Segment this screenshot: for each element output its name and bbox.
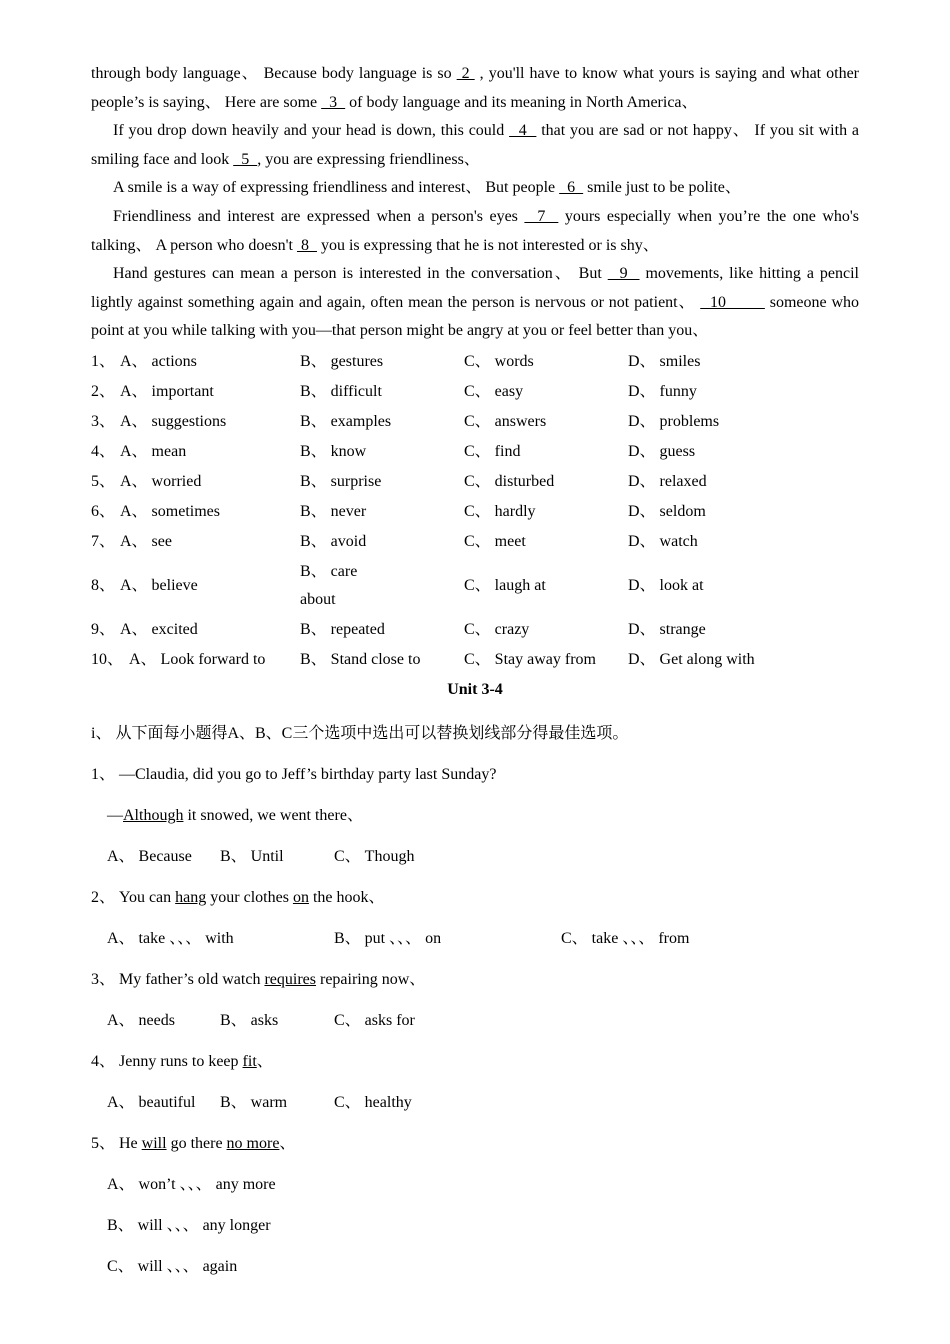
question-2-options bbox=[91, 918, 859, 959]
underlined-word: Although bbox=[123, 806, 184, 824]
text: A smile is a way of expressing friendliness and interest、 But people bbox=[113, 179, 560, 197]
option-b-line-1: B、 care bbox=[300, 562, 358, 580]
option-row bbox=[91, 467, 758, 497]
text: of body language and its meaning in North America、 bbox=[345, 93, 698, 111]
option-c: C、 laugh at bbox=[464, 576, 546, 594]
option-c: C、 find bbox=[464, 442, 521, 460]
text: through body language、 Because body language is so bbox=[91, 65, 457, 82]
question-number: 8、 bbox=[91, 576, 116, 594]
option-a: A、 Because bbox=[107, 847, 192, 865]
option-b: B、 put 、、、 on bbox=[334, 929, 442, 947]
text: the hook、 bbox=[308, 888, 385, 906]
text: If you drop down heavily and your head is down, this could bbox=[113, 122, 510, 140]
option-row bbox=[91, 557, 758, 615]
blank-3: 3 bbox=[321, 93, 346, 111]
option-b: B、 repeated bbox=[300, 620, 385, 638]
option-row bbox=[91, 645, 758, 675]
option-d: D、 watch bbox=[628, 532, 698, 550]
question-5-option-a: A、 won’t 、、、 any more bbox=[107, 1175, 276, 1193]
option-a: A、 mean bbox=[120, 442, 187, 460]
blank-2: 2 bbox=[456, 65, 475, 82]
option-d: D、 seldom bbox=[628, 502, 706, 520]
underlined-word: will bbox=[141, 1134, 167, 1152]
text: Hand gestures can mean a person is interested in the conversation、 But bbox=[113, 265, 608, 283]
text: yours especially when you’re the one who's talking、 A person who doesn't bbox=[91, 207, 860, 254]
question-number: 6、 bbox=[91, 502, 116, 520]
text: 4、 Jenny runs to keep bbox=[91, 1052, 243, 1070]
option-a: A、 see bbox=[120, 532, 172, 550]
question-4-options bbox=[91, 1082, 859, 1123]
option-row bbox=[91, 615, 758, 645]
dash: — bbox=[107, 806, 123, 824]
text: 、 bbox=[256, 1052, 273, 1070]
question-4 bbox=[91, 1041, 859, 1082]
option-b: B、 examples bbox=[300, 412, 392, 430]
option-a: A、 excited bbox=[120, 620, 198, 638]
question-5-option-c: C、 will 、、、 again bbox=[107, 1257, 238, 1275]
passage-paragraph-3 bbox=[91, 174, 859, 203]
option-c: C、 crazy bbox=[464, 620, 530, 638]
text: , you are expressing friendliness、 bbox=[257, 150, 480, 168]
blank-6: 6 bbox=[559, 179, 584, 197]
option-b: B、 surprise bbox=[300, 472, 382, 490]
blank-10: 10 bbox=[700, 293, 765, 311]
option-c: C、 answers bbox=[464, 412, 547, 430]
option-row bbox=[91, 437, 758, 467]
option-a: A、 needs bbox=[107, 1011, 175, 1029]
option-a: A、 worried bbox=[120, 472, 202, 490]
option-c: C、 hardly bbox=[464, 502, 536, 520]
option-c: C、 asks for bbox=[334, 1011, 415, 1029]
option-row bbox=[91, 497, 758, 527]
option-a: A、 important bbox=[120, 382, 214, 400]
option-b: B、 asks bbox=[220, 1011, 279, 1029]
option-a: A、 take 、、、 with bbox=[107, 929, 234, 947]
text: movements, like hitting a pencil lightly against something again and again, often mean the person is nervous or not patient、 bbox=[91, 265, 859, 311]
option-row bbox=[91, 527, 758, 557]
option-c: C、 words bbox=[464, 352, 534, 370]
option-b: B、 Until bbox=[220, 847, 284, 865]
option-b: B、 warm bbox=[220, 1093, 288, 1111]
blank-9: 9 bbox=[607, 265, 640, 283]
question-1-options bbox=[91, 836, 859, 877]
option-c: C、 healthy bbox=[334, 1093, 412, 1111]
blank-7: 7 bbox=[524, 207, 559, 225]
options-table bbox=[91, 347, 758, 645]
option-d: D、 look at bbox=[628, 576, 704, 594]
option-c: C、 easy bbox=[464, 382, 524, 400]
text: repairing now、 bbox=[315, 970, 426, 988]
option-d: D、 relaxed bbox=[628, 472, 707, 490]
option-d: D、 Get along with bbox=[628, 650, 755, 668]
question-number: 2、 bbox=[91, 382, 116, 400]
text: 2、 You can bbox=[91, 888, 176, 906]
text: your clothes bbox=[206, 888, 293, 906]
underlined-word: no more bbox=[226, 1134, 280, 1152]
option-b bbox=[300, 557, 464, 615]
text: , you'll have to know what yours is saying and what other people’s is saying、 Here are some bbox=[91, 65, 860, 111]
question-number: 3、 bbox=[91, 412, 116, 430]
unit-title: Unit 3-4 bbox=[447, 680, 503, 698]
section-instruction: i、 从下面每小题得A、B、C三个选项中选出可以替换划线部分得最佳选项。 bbox=[91, 724, 629, 742]
option-b: B、 Stand close to bbox=[300, 650, 421, 668]
question-2 bbox=[91, 877, 859, 918]
question-number: 9、 bbox=[91, 620, 116, 638]
text: you is expressing that he is not interested or is shy、 bbox=[316, 236, 659, 254]
text: that you are sad or not happy、 If you sit with a smiling face and look bbox=[91, 122, 860, 168]
option-d: D、 problems bbox=[628, 412, 720, 430]
question-3 bbox=[91, 959, 859, 1000]
question-5 bbox=[91, 1123, 859, 1164]
options-table-row-10 bbox=[91, 645, 758, 675]
question-3-options bbox=[91, 1000, 859, 1041]
question-number: 7、 bbox=[91, 532, 116, 550]
option-b: B、 never bbox=[300, 502, 367, 520]
passage-paragraph-2 bbox=[91, 117, 859, 174]
text: 5、 He bbox=[91, 1134, 142, 1152]
option-a: A、 believe bbox=[120, 576, 198, 594]
question-number: 1、 bbox=[91, 352, 116, 370]
option-b: B、 gestures bbox=[300, 352, 384, 370]
option-b: B、 difficult bbox=[300, 382, 382, 400]
passage-paragraph-1 bbox=[91, 60, 859, 117]
text: someone who point at you while talking with you—that person might be angry at you or feel better than you、 bbox=[91, 293, 860, 340]
blank-4: 4 bbox=[509, 122, 537, 140]
question-number: 5、 bbox=[91, 472, 116, 490]
option-c: C、 disturbed bbox=[464, 472, 555, 490]
underlined-word: fit bbox=[242, 1052, 257, 1070]
option-a: A、 beautiful bbox=[107, 1093, 196, 1111]
underlined-word: requires bbox=[264, 970, 316, 988]
passage-paragraph-4 bbox=[91, 203, 859, 260]
option-a: A、 suggestions bbox=[120, 412, 227, 430]
text: Friendliness and interest are expressed when a person's eyes bbox=[113, 207, 525, 225]
text: it snowed, we went there、 bbox=[183, 806, 363, 824]
blank-8: 8 bbox=[296, 236, 317, 254]
option-c: C、 Though bbox=[334, 847, 415, 865]
option-b: B、 know bbox=[300, 442, 367, 460]
option-row bbox=[91, 347, 758, 377]
blank-5: 5 bbox=[233, 150, 258, 168]
text: 3、 My father’s old watch bbox=[91, 970, 265, 988]
option-b-line-2: about bbox=[300, 590, 336, 608]
question-1-answer-line bbox=[91, 795, 859, 836]
option-row bbox=[91, 377, 758, 407]
underlined-word: on bbox=[292, 888, 309, 906]
text: 、 bbox=[279, 1134, 296, 1152]
option-a: A、 Look forward to bbox=[129, 650, 266, 668]
option-c: C、 Stay away from bbox=[464, 650, 596, 668]
option-row bbox=[91, 407, 758, 437]
option-c: C、 take 、、、 from bbox=[561, 929, 690, 947]
underlined-word: hang bbox=[175, 888, 207, 906]
text: smile just to be polite、 bbox=[583, 179, 741, 197]
option-d: D、 funny bbox=[628, 382, 697, 400]
question-1: 1、 —Claudia, did you go to Jeff’s birthday party last Sunday? bbox=[91, 765, 497, 783]
option-d: D、 guess bbox=[628, 442, 696, 460]
text: go there bbox=[166, 1134, 227, 1152]
passage-paragraph-5 bbox=[91, 260, 859, 346]
option-b: B、 avoid bbox=[300, 532, 367, 550]
question-number: 4、 bbox=[91, 442, 116, 460]
document-page bbox=[91, 60, 859, 1287]
question-5-option-b: B、 will 、、、 any longer bbox=[107, 1216, 271, 1234]
option-a: A、 actions bbox=[120, 352, 197, 370]
question-number: 10、 bbox=[91, 650, 124, 668]
option-a: A、 sometimes bbox=[120, 502, 220, 520]
option-c: C、 meet bbox=[464, 532, 526, 550]
option-d: D、 smiles bbox=[628, 352, 701, 370]
option-d: D、 strange bbox=[628, 620, 706, 638]
